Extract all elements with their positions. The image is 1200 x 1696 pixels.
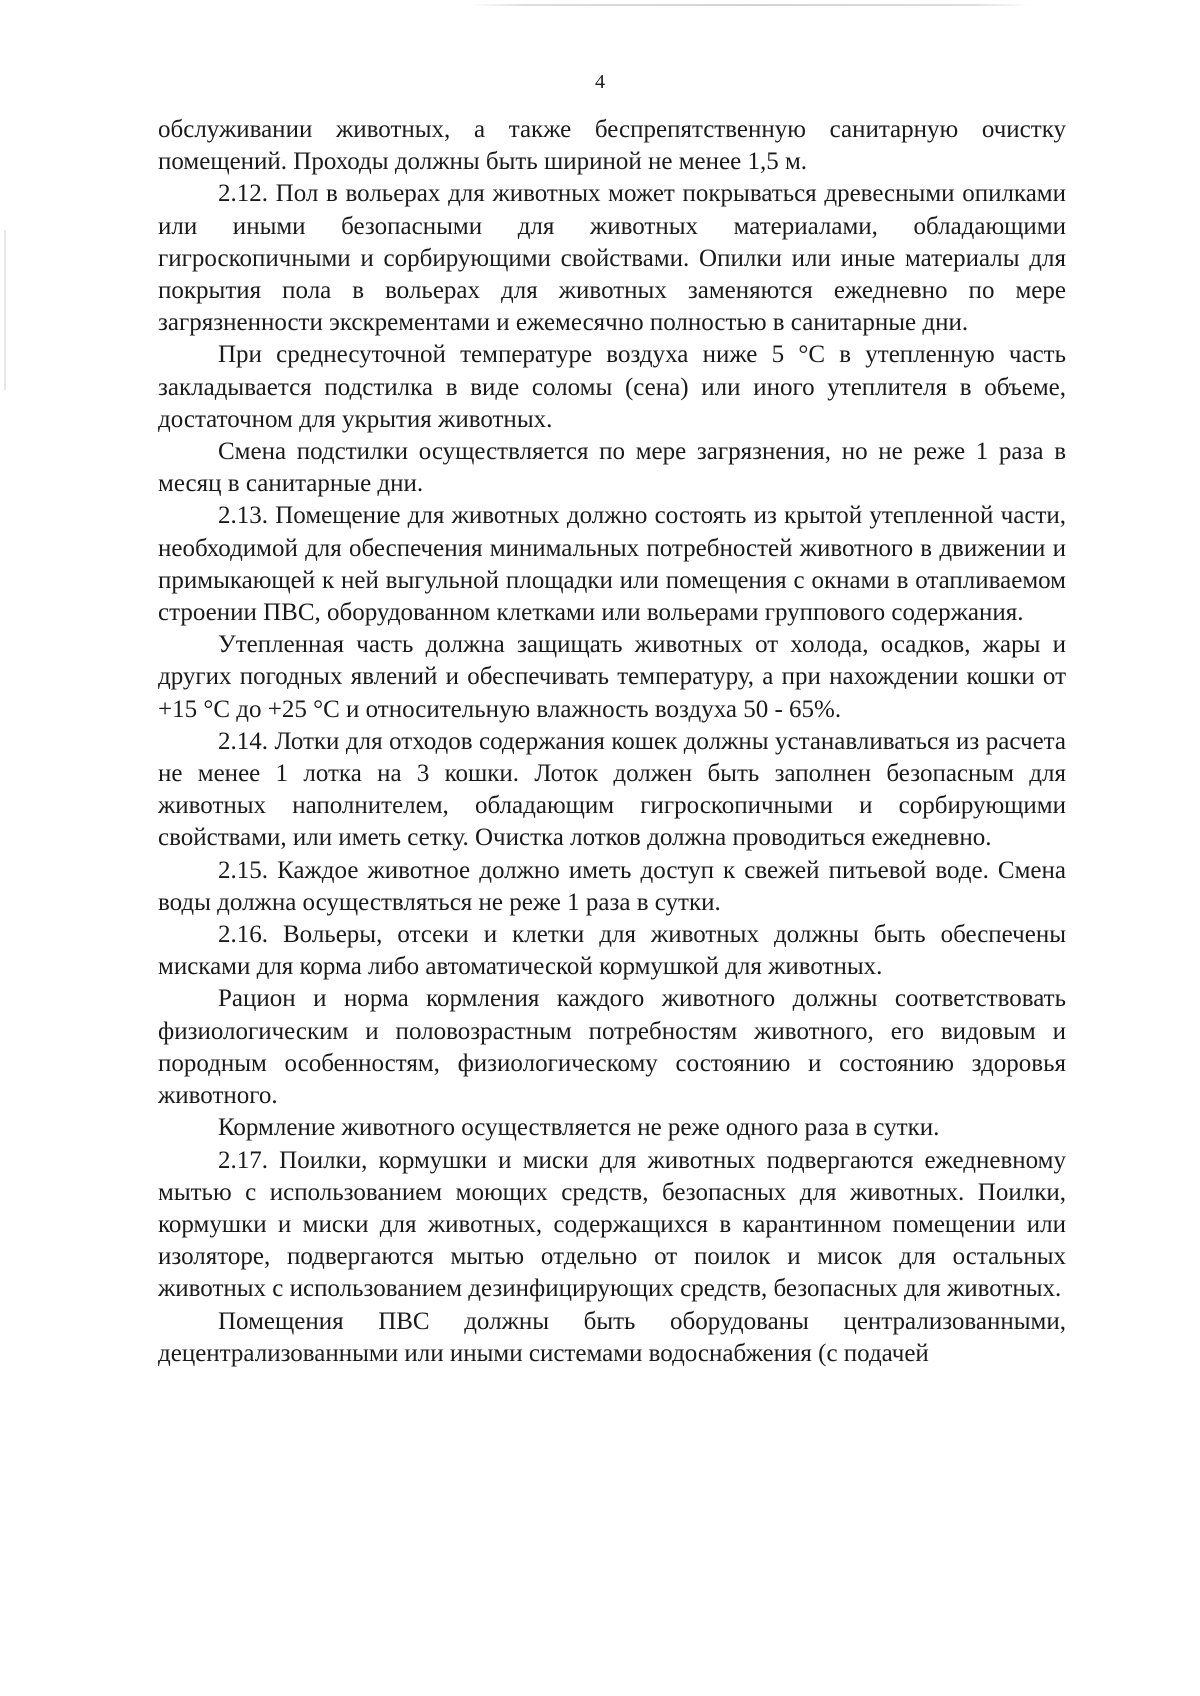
paragraph: Кормление животного осуществляется не реже одного раза в сутки. (218, 1114, 940, 1142)
paragraph: Утепленная часть должна защищать животных от холода, осадков, жары и других погодных явлений и обеспечивать температуру, а при нахождении кошки от +15 °С до +25 °С и относительную влажность воздуха 50 - 65%. (158, 631, 1066, 723)
paragraph: Рацион и норма кормления каждого животного должны соответствовать физиологическим и половозрастным потребностям животного, его видовым и породным особенностям, физиологическому состоянию и состоянию здоровья животного. (158, 985, 1066, 1110)
page-number: 4 (595, 71, 605, 93)
paragraph: Помещения ПВС должны быть оборудованы централизованными, децентрализованными или иными системами водоснабжения (с подачей (158, 1307, 1066, 1367)
paragraph-2-15: 2.15. Каждое животное должно иметь доступ к свежей питьевой воде. Смена воды должна осуществляться не реже 1 раза в сутки. (158, 856, 1066, 916)
paragraph-2-13: 2.13. Помещение для животных должно состоять из крытой утепленной части, необходимой для обеспечения минимальных потребностей животного в движении и примыкающей к ней выгульной площадки или помещения с окнами в отапливаемом строении ПВС, оборудованном клетками или вольерами группового содержания. (158, 502, 1066, 627)
paragraph-2-17: 2.17. Поилки, кормушки и миски для животных подвергаются ежедневному мытью с использованием моющих средств, безопасных для животных. Поилки, кормушки и миски для животных, содержащихся в карантинном помещении или изоляторе, подвергаются мытью отдельно от поилок и мисок для остальных животных с использованием дезинфицирующих средств, безопасных для животных. (158, 1146, 1066, 1303)
document-body (158, 114, 1066, 1370)
scan-artifact-left (4, 230, 6, 390)
paragraph-2-12: 2.12. Пол в вольерах для животных может покрываться древесными опилками или иными безопасными для животных материалами, обладающими гигроскопичными и сорбирующими свойствами. Опилки или иные материалы для покрытия пола в вольерах для животных заменяются ежедневно по мере загрязненности экскрементами и ежемесячно полностью в санитарные дни. (158, 180, 1066, 337)
paragraph-2-14: 2.14. Лотки для отходов содержания кошек должны устанавливаться из расчета не менее 1 лотка на 3 кошки. Лоток должен быть заполнен безопасным для животных наполнителем, обладающим гигроскопичными и сорбирующими свойствами, или иметь сетку. Очистка лотков должна проводиться ежедневно. (158, 727, 1066, 852)
paragraph: При среднесуточной температуре воздуха ниже 5 °С в утепленную часть закладывается подстилка в виде соломы (сена) или иного утеплителя в объеме, достаточном для укрытия животных. (158, 341, 1066, 433)
paragraph: обслуживании животных, а также беспрепятственную санитарную очистку помещений. Проходы должны быть шириной не менее 1,5 м. (158, 116, 1066, 176)
scan-artifact-top (470, 4, 1030, 6)
paragraph-2-16: 2.16. Вольеры, отсеки и клетки для животных должны быть обеспечены мисками для корма либо автоматической кормушкой для животных. (158, 921, 1066, 981)
paragraph: Смена подстилки осуществляется по мере загрязнения, но не реже 1 раза в месяц в санитарные дни. (158, 438, 1066, 498)
